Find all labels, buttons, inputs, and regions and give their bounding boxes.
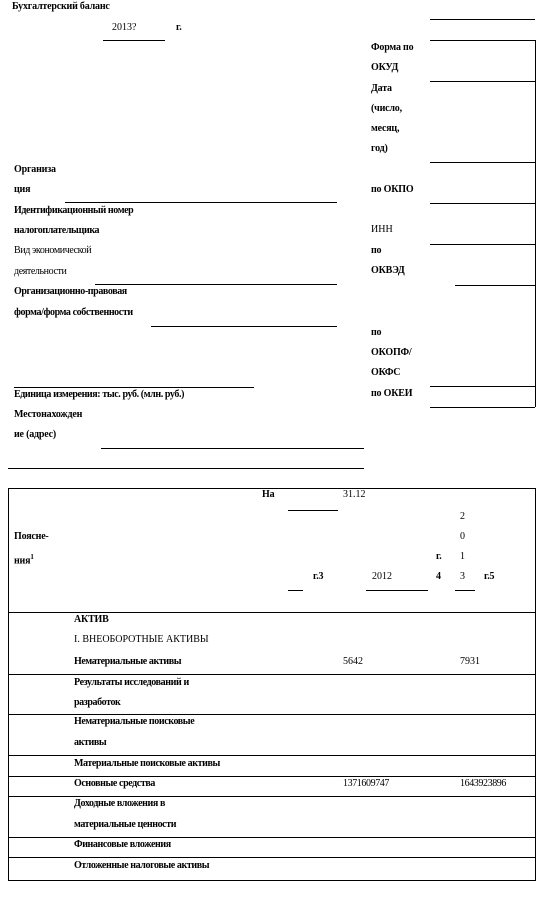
okpo-label: по ОКПО <box>371 184 414 195</box>
inn-label-2: налогоплательщика <box>14 225 100 236</box>
row-divider <box>8 796 535 797</box>
row-value-fixed-assets-2012: 1371609747 <box>343 778 390 789</box>
date-label-1: Дата <box>371 83 392 94</box>
codes-line <box>430 407 535 408</box>
okopf-label-3: ОКФС <box>371 367 401 378</box>
legal-form-label-2: форма/форма собственности <box>14 307 133 318</box>
okopf-label-1: по <box>371 327 382 338</box>
org-label-1: Организа <box>14 164 56 175</box>
okved-label-2: ОКВЭД <box>371 265 405 276</box>
okved-label-1: по <box>371 245 382 256</box>
row-divider <box>8 714 535 715</box>
activity-label-2: деятельности <box>14 266 67 277</box>
row-divider <box>8 612 535 613</box>
row-label-assets: АКТИВ <box>74 614 109 625</box>
row-divider <box>8 837 535 838</box>
na-label: На <box>262 489 275 500</box>
year-suffix: г. <box>176 22 182 33</box>
note-col-label-2: ния$^1$ <box>14 553 34 567</box>
inn-code-label: ИНН <box>371 224 393 235</box>
header-line <box>288 510 338 511</box>
codes-line <box>430 162 535 163</box>
year2-digit-3: 1 <box>460 551 465 562</box>
g3-label: г.3 <box>313 571 324 582</box>
row-label-deferred-tax-assets: Отложенные налоговые активы <box>74 860 210 871</box>
row-divider <box>8 776 535 777</box>
activity-label-1: Вид экономической <box>14 245 92 256</box>
note-col-label-1: Поясне- <box>14 531 49 542</box>
row-label-rnd-2: разработок <box>74 697 121 708</box>
codes-line <box>430 203 535 204</box>
date-label-3: месяц, <box>371 123 400 134</box>
units-line <box>14 387 254 388</box>
row-label-intangible-exploration-2: активы <box>74 737 107 748</box>
g4-label-2: 4 <box>436 571 441 582</box>
date-label-4: год) <box>371 143 388 154</box>
address-label-1: Местонахожден <box>14 409 83 420</box>
year2-digit-2: 0 <box>460 531 465 542</box>
row-value-fixed-assets-2013: 1643923896 <box>460 778 507 789</box>
org-label-2: ция <box>14 184 31 195</box>
legal-form-field-line <box>151 326 337 327</box>
address-label-2: ие (адрес) <box>14 429 56 440</box>
row-label-intangible-exploration-1: Нематериальные поисковые <box>74 716 195 727</box>
year-underline <box>103 40 165 41</box>
row-label-income-investments-2: материальные ценности <box>74 819 177 830</box>
codes-line <box>455 285 535 286</box>
row-label-intangibles: Нематериальные активы <box>74 656 182 667</box>
date1-label: 31.12 <box>343 489 366 500</box>
row-value-intangibles-2012: 5642 <box>343 656 363 667</box>
inn-label-1: Идентификационный номер <box>14 205 134 216</box>
row-label-rnd-1: Результаты исследований и <box>74 677 189 688</box>
year2-digit-4: 3 <box>460 571 465 582</box>
codes-line <box>430 244 535 245</box>
row-label-tangible-exploration: Материальные поисковые активы <box>74 758 220 769</box>
legal-form-label-1: Организационно-правовая <box>14 286 127 297</box>
g4-label-1: г. <box>436 551 442 562</box>
units-label: Единица измерения: тыс. руб. (млн. руб.) <box>14 389 185 400</box>
row-label-fixed-assets: Основные средства <box>74 778 155 789</box>
okopf-label-2: ОКОПФ/ <box>371 347 412 358</box>
g5-label: г.5 <box>484 571 495 582</box>
address-field-line <box>101 448 364 449</box>
header-line <box>288 590 303 591</box>
row-value-intangibles-2013: 7931 <box>460 656 480 667</box>
header-line <box>366 590 428 591</box>
row-divider <box>8 755 535 756</box>
codes-right-border <box>535 40 536 407</box>
org-field-line <box>65 202 337 203</box>
codes-line <box>430 386 535 387</box>
codes-line <box>430 40 535 41</box>
report-year: 2013? <box>112 22 137 33</box>
address-field-line-2 <box>8 468 364 469</box>
row-label-income-investments-1: Доходные вложения в <box>74 798 165 809</box>
header-line <box>455 590 475 591</box>
row-label-financial-investments: Финансовые вложения <box>74 839 171 850</box>
okud-label-1: Форма по <box>371 42 414 53</box>
row-label-noncurrent: I. ВНЕОБОРОТНЫЕ АКТИВЫ <box>74 634 209 645</box>
year1-label: 2012 <box>372 571 392 582</box>
row-divider <box>8 674 535 675</box>
row-divider <box>8 857 535 858</box>
okei-label: по ОКЕИ <box>371 388 413 399</box>
codes-line <box>430 81 535 82</box>
year2-digit-1: 2 <box>460 511 465 522</box>
okud-label-2: ОКУД <box>371 62 399 73</box>
activity-field-line <box>95 284 337 285</box>
date-label-2: (число, <box>371 103 402 114</box>
form-title: Бухгалтерский баланс <box>12 1 110 12</box>
codes-line <box>430 19 535 20</box>
